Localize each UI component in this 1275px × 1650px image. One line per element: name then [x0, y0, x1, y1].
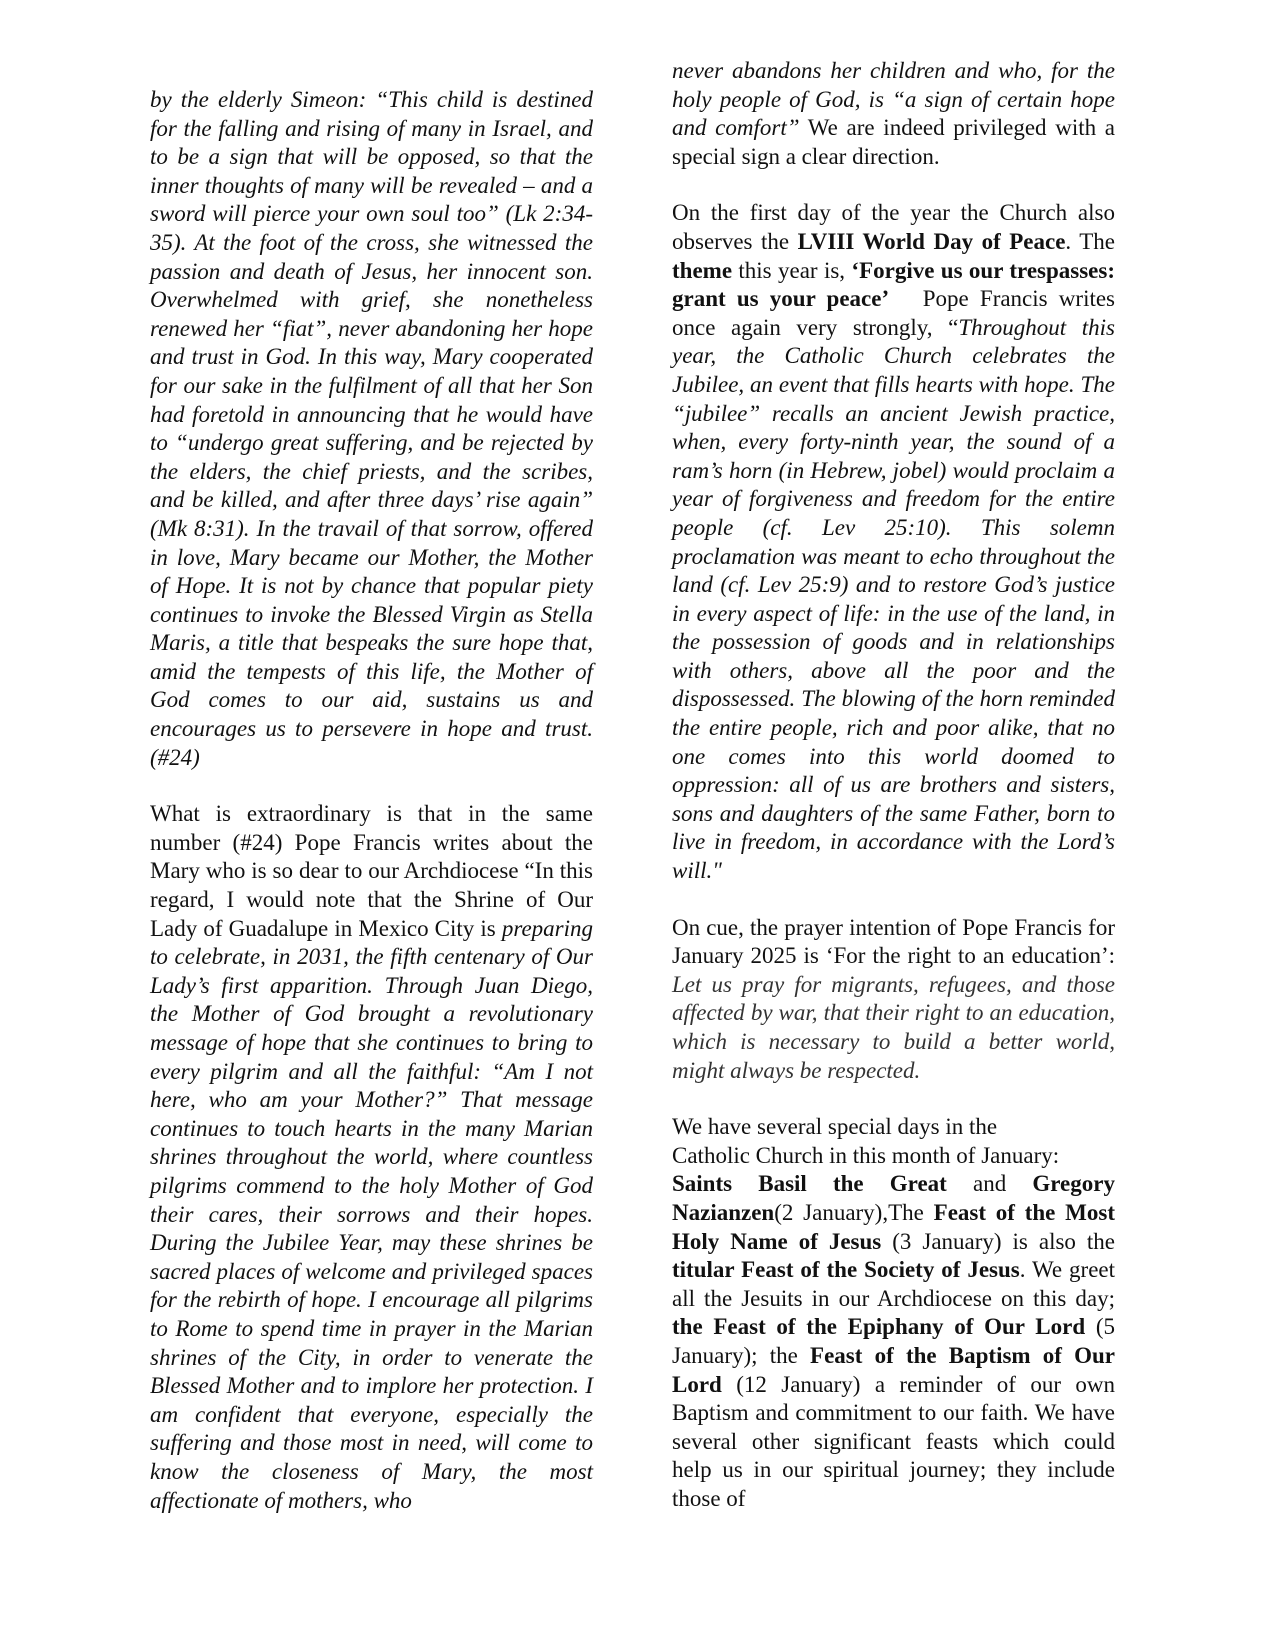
- simeon-quote: by the elderly Simeon: “This child is destined for the falling and rising of many in Israel, and to be a sign that will be opposed, so that the inner thoughts of many will be revealed – and a sword will pierce your own soul too” (Lk 2:34-35). At the foot of the cross, she witnessed the passion and death of Jesus, her innocent son. Overwhelmed with grief, she nonetheless renewed her “fiat”, never abandoning her hope and trust in God. In this way, Mary cooperated for our sake in the fulfilment of all that her Son had foretold in announcing that he would have to “undergo great suffering, and be rejected by the elders, the chief priests, and the scribes, and be killed, and after three days’ rise again” (Mk 8:31). In the travail of that sorrow, offered in love, Mary became our Mother, the Mother of Hope. It is not by chance that popular piety continues to invoke the Blessed Virgin as Stella Maris, a title that bespeaks the sure hope that, amid the tempests of this life, the Mother of God comes to our aid, sustains us and encourages us to persevere in hope and trust. (#24): [150, 87, 593, 770]
- feasts-paragraph: [672, 1170, 1115, 1513]
- feast-epiphany: the Feast of the Epiphany of Our Lord: [672, 1314, 1086, 1340]
- prayer-intention-intro: On cue, the prayer intention of Pope Francis for January 2025 is ‘For the right to an education’:: [672, 914, 1115, 969]
- peace-text-e: this year is,: [732, 257, 852, 283]
- saint-basil: Saints Basil the Great: [672, 1171, 947, 1197]
- special-days-line-2: Catholic Church in this month of January:: [672, 1142, 1060, 1168]
- privileged-text: We are indeed privileged with a special sign a clear direction.: [672, 115, 1116, 169]
- prayer-intention-text: Let us pray for migrants, refugees, and those affected by war, that their right to an education, which is necessary to build a better world, might always be respected.: [672, 971, 1115, 1083]
- feast-baptism: Feast of the Baptism of Our Lord: [672, 1342, 1115, 1397]
- left-paragraph-2: [150, 800, 593, 1515]
- sign-of-hope-quote: never abandons her children and who, for the holy people of God, is “a sign of certain hope and comfort”: [672, 58, 1115, 141]
- special-days-intro: [672, 1113, 1115, 1170]
- feasts-text-f: (3 January) is also the: [881, 1228, 1115, 1254]
- peace-text-g: Pope Francis writes once again very strongly, “: [672, 286, 1116, 340]
- left-paragraph-1: [150, 86, 593, 772]
- feasts-text-b: and: [946, 1171, 1033, 1197]
- theme-label: theme: [672, 257, 733, 283]
- saint-gregory: Gregory Nazianzen: [672, 1171, 1115, 1225]
- guadalupe-quote: preparing to celebrate, in 2031, the fifth centenary of Our Lady’s first apparition. Through Juan Diego, the Mother of God brought a revolutionary message of hope that she continues to bring to every pilgrim and all the faithful: “Am I not here, who am your Mother?” That message continues to touch hearts in the many Marian shrines throughout the world, where countless pilgrims commend to the holy Mother of God their cares, their sorrows and their hopes. During the Jubilee Year, may these shrines be sacred places of welcome and privileged spaces for the rebirth of hope. I encourage all pilgrims to Rome to spend time in prayer in the Marian shrines of the City, in order to venerate the Blessed Mother and to implore her protection. I am confident that everyone, especially the suffering and those most in need, will come to know the closeness of Mary, the most affectionate of mothers, who: [150, 915, 594, 1513]
- feasts-text-d: (2 January),The: [774, 1199, 934, 1225]
- jubilee-quote: Throughout this year, the Catholic Church celebrates the Jubilee, an event that fills hearts with hope. The “jubilee” recalls an ancient Jewish practice, when, every forty-ninth year, the sound of a ram’s horn (in Hebrew, jobel) would proclaim a year of forgiveness and freedom for the entire people (cf. Lev 25:10). This solemn proclamation was meant to echo throughout the land (cf. Lev 25:9) and to restore God’s justice in every aspect of life: in the use of the land, in the possession of goods and in relationships with others, above all the poor and the dispossessed. The blowing of the horn reminded the entire people, rich and poor alike, that no one comes into this world doomed to oppression: all of us are brothers and sisters, sons and daughters of the same Father, born to live in freedom, in accordance with the Lord’s will.": [672, 314, 1115, 884]
- feasts-text-h: . We greet all the Jesuits in our Archdiocese on this day;: [672, 1257, 1115, 1311]
- world-day-of-peace-paragraph: [672, 199, 1115, 885]
- special-days-line-1: We have several special days in the: [672, 1114, 998, 1140]
- world-day-of-peace-title: LVIII World Day of Peace: [797, 228, 1066, 254]
- peace-text-c: . The: [1065, 228, 1116, 254]
- right-column: [672, 57, 1115, 1514]
- peace-text-a: On the first day of the year the Church also observes the: [672, 200, 1115, 254]
- left-column: [150, 86, 593, 1515]
- guadalupe-intro: What is extraordinary is that in the same number (#24) Pope Francis writes about the Mary who is so dear to our Archdiocese “In this regard, I would note that the Shrine of Our Lady of Guadalupe in Mexico City is: [150, 801, 593, 941]
- peace-theme-title: ‘Forgive us our trespasses: grant us your peace’: [672, 257, 1115, 312]
- prayer-intention-paragraph: [672, 914, 1115, 1086]
- feasts-text-l: (12 January) a reminder of our own Baptism and commitment to our faith. We have several other significant feasts which could help us in our spiritual journey; they include those of: [672, 1371, 1115, 1511]
- right-paragraph-1: [672, 57, 1115, 171]
- feasts-text-j: (5 January); the: [672, 1314, 1115, 1368]
- feast-holy-name: Feast of the Most Holy Name of Jesus: [672, 1199, 1115, 1254]
- titular-feast-society-of-jesus: titular Feast of the Society of Jesus: [672, 1257, 1020, 1283]
